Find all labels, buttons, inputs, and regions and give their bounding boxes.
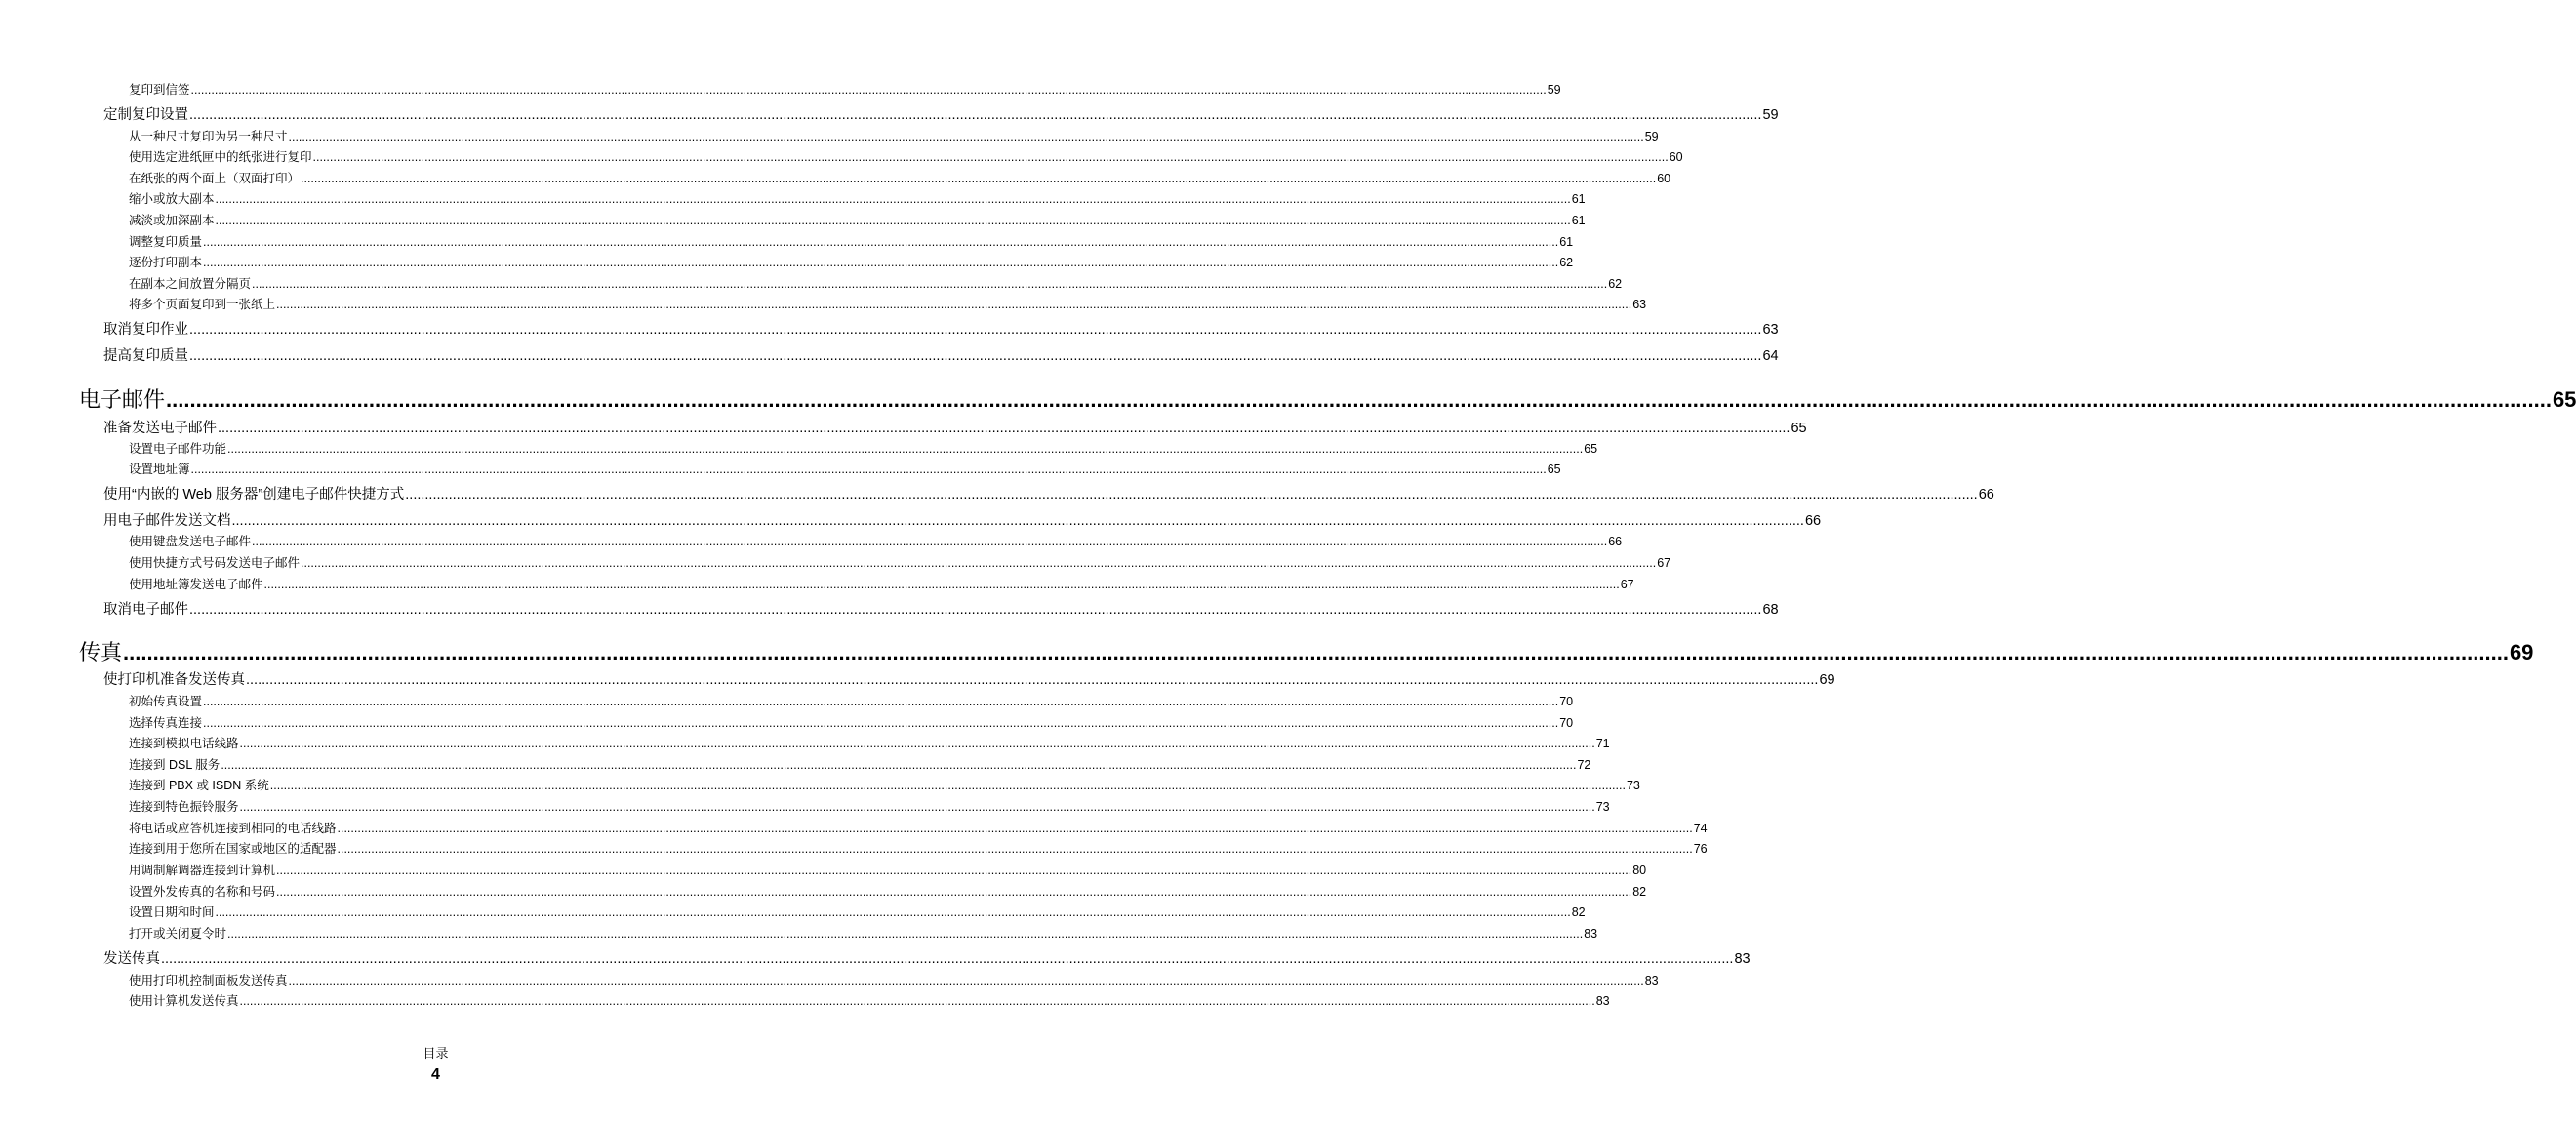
dot-leader: ................................................................................................................................................................................................................................................................................................................................................................................................................ <box>190 463 1547 476</box>
toc-entry[interactable] <box>129 189 1586 207</box>
toc-entry-title: 连接到用于您所在国家或地区的适配器 <box>129 842 337 856</box>
dot-leader: ................................................................................................................................................................................................................................................................................................................................................................................................................ <box>337 822 1693 835</box>
toc-entry[interactable] <box>129 232 1574 250</box>
toc-entry-page: 82 <box>1571 906 1586 919</box>
toc-entry[interactable] <box>129 80 1561 98</box>
toc-entry[interactable] <box>129 127 1659 144</box>
toc-entry-page: 80 <box>1632 864 1647 877</box>
dot-leader: ................................................................................................................................................................................................................................................................................................................................................................................................................ <box>215 214 1571 227</box>
dot-leader: ................................................................................................................................................................................................................................................................................................................................................................................................................ <box>405 487 1978 503</box>
dot-leader: ................................................................................................................................................................................................................................................................................................................................................................................................................ <box>337 842 1693 856</box>
dot-leader: ................................................................................................................................................................................................................................................................................................................................................................................................................ <box>239 994 1595 1008</box>
dot-leader: ................................................................................................................................................................................................................................................................................................................................................................................................................ <box>189 107 1762 123</box>
toc-entry[interactable] <box>103 509 1822 530</box>
toc-entry-title: 减淡或加深副本 <box>129 214 215 227</box>
toc-entry-page: 83 <box>1644 974 1659 987</box>
dot-leader: ................................................................................................................................................................................................................................................................................................................................................................................................................ <box>203 716 1559 730</box>
toc-entry-page: 73 <box>1595 800 1610 814</box>
toc-entry-page: 61 <box>1571 192 1586 206</box>
toc-entry-title: 使用键盘发送电子邮件 <box>129 535 252 548</box>
toc-entry-page: 61 <box>1559 235 1574 249</box>
toc-entry-title: 复印到信签 <box>129 83 190 97</box>
toc-entry-title: 连接到模拟电话线路 <box>129 737 239 750</box>
toc-entry-page: 60 <box>1669 150 1683 164</box>
toc-entry[interactable] <box>129 797 1610 815</box>
toc-entry-title: 将多个页面复印到一张纸上 <box>129 298 276 311</box>
toc-entry-title: 连接到 DSL 服务 <box>129 758 221 772</box>
toc-entry-page: 59 <box>1644 130 1659 143</box>
dot-leader: ................................................................................................................................................................................................................................................................................................................................................................................................................ <box>239 800 1595 814</box>
dot-leader: ................................................................................................................................................................................................................................................................................................................................................................................................................ <box>203 256 1559 269</box>
toc-entry[interactable] <box>129 839 1708 857</box>
toc-entry-title: 初始传真设置 <box>129 695 203 708</box>
dot-leader: ................................................................................................................................................................................................................................................................................................................................................................................................................ <box>239 737 1595 750</box>
toc-entry[interactable] <box>129 439 1598 457</box>
toc-entry-title: 打开或关闭夏令时 <box>129 927 227 941</box>
toc-entry[interactable] <box>129 692 1574 709</box>
toc-entry[interactable] <box>129 575 1634 592</box>
toc-entry[interactable] <box>129 819 1708 836</box>
toc-chapter[interactable] <box>79 636 2534 666</box>
toc-entry-page: 63 <box>1632 298 1647 311</box>
toc-entry-title: 使用地址簿发送电子邮件 <box>129 578 263 591</box>
toc-entry-page: 74 <box>1693 822 1708 835</box>
toc-entry[interactable] <box>103 598 1779 619</box>
toc-entry-page: 65 <box>1584 442 1598 456</box>
toc-entry-title: 从一种尺寸复印为另一种尺寸 <box>129 130 288 143</box>
toc-entry-page: 83 <box>1734 951 1751 967</box>
dot-leader: ................................................................................................................................................................................................................................................................................................................................................................................................................ <box>221 758 1577 772</box>
toc-entry-page: 59 <box>1547 83 1561 97</box>
dot-leader: ................................................................................................................................................................................................................................................................................................................................................................................................................ <box>190 83 1547 97</box>
toc-entry-page: 69 <box>1819 672 1835 688</box>
toc-entry[interactable] <box>129 713 1574 731</box>
toc-chapter-page: 69 <box>2509 640 2534 664</box>
toc-entry[interactable] <box>129 553 1671 571</box>
dot-leader: ................................................................................................................................................................................................................................................................................................................................................................................................................ <box>231 513 1804 529</box>
toc-entry[interactable] <box>103 483 1994 503</box>
toc-entry-page: 68 <box>1762 602 1779 618</box>
toc-entry[interactable] <box>103 344 1779 365</box>
toc-entry-page: 73 <box>1626 779 1640 792</box>
toc-entry-title: 设置电子邮件功能 <box>129 442 227 456</box>
dot-leader: ................................................................................................................................................................................................................................................................................................................................................................................................................ <box>189 322 1762 338</box>
toc-entry-title: 使打印机准备发送传真 <box>103 672 245 688</box>
toc-chapter-title: 传真 <box>79 640 123 664</box>
toc-entry[interactable] <box>103 103 1779 124</box>
toc-entry-title: 设置外发传真的名称和号码 <box>129 885 276 899</box>
toc-entry-title: 设置日期和时间 <box>129 906 215 919</box>
toc-entry-title: 使用选定进纸匣中的纸张进行复印 <box>129 150 312 164</box>
toc-entry-title: 将电话或应答机连接到相同的电话线路 <box>129 822 337 835</box>
dot-leader: ................................................................................................................................................................................................................................................................................................................................................................................................................ <box>312 150 1669 164</box>
toc-entry-title: 定制复印设置 <box>103 107 188 123</box>
toc-entry[interactable] <box>129 734 1610 751</box>
toc-entry-title: 连接到 PBX 或 ISDN 系统 <box>129 779 269 792</box>
toc-entry-title: 逐份打印副本 <box>129 256 203 269</box>
dot-leader: ................................................................................................................................................................................................................................................................................................................................................................................................................ <box>203 695 1559 708</box>
dot-leader: ................................................................................................................................................................................................................................................................................................................................................................................................................ <box>276 885 1632 899</box>
dot-leader: ................................................................................................................................................................................................................................................................................................................................................................................................................ <box>166 387 2552 412</box>
toc-entry-page: 65 <box>1791 421 1807 436</box>
toc-entry[interactable] <box>103 668 1835 689</box>
toc-entry-title: 选择传真连接 <box>129 716 203 730</box>
toc-entry-title: 使用计算机发送传真 <box>129 994 239 1008</box>
toc-entry-page: 62 <box>1559 256 1574 269</box>
dot-leader: ................................................................................................................................................................................................................................................................................................................................................................................................................ <box>288 974 1644 987</box>
dot-leader: ................................................................................................................................................................................................................................................................................................................................................................................................................ <box>218 421 1791 436</box>
footer-section-label: 目录 <box>423 1046 449 1061</box>
toc-entry-title: 发送传真 <box>103 951 160 967</box>
toc-entry-page: 83 <box>1584 927 1598 941</box>
dot-leader: ................................................................................................................................................................................................................................................................................................................................................................................................................ <box>246 672 1819 688</box>
toc-entry[interactable] <box>129 971 1659 988</box>
toc-entry[interactable] <box>129 924 1598 942</box>
toc-entry[interactable] <box>129 274 1623 292</box>
dot-leader: ................................................................................................................................................................................................................................................................................................................................................................................................................ <box>227 442 1584 456</box>
toc-chapter-title: 电子邮件 <box>79 387 166 412</box>
toc-entry-page: 82 <box>1632 885 1647 899</box>
toc-entry-title: 准备发送电子邮件 <box>103 421 217 436</box>
dot-leader: ................................................................................................................................................................................................................................................................................................................................................................................................................ <box>276 864 1632 877</box>
toc-entry-title: 在纸张的两个面上（双面打印） <box>129 172 301 185</box>
toc-entry[interactable] <box>129 776 1640 793</box>
toc-entry-title: 设置地址簿 <box>129 463 190 476</box>
dot-leader: ................................................................................................................................................................................................................................................................................................................................................................................................................ <box>263 578 1620 591</box>
toc-entry[interactable] <box>129 882 1647 900</box>
dot-leader: ................................................................................................................................................................................................................................................................................................................................................................................................................ <box>301 556 1657 570</box>
toc-entry-title: 缩小或放大副本 <box>129 192 215 206</box>
toc-entry-page: 62 <box>1608 277 1623 291</box>
toc-entry[interactable] <box>103 318 1779 339</box>
toc-entry[interactable] <box>129 460 1561 477</box>
toc-entry[interactable] <box>129 295 1647 312</box>
toc-entry-page: 64 <box>1762 348 1779 364</box>
dot-leader: ................................................................................................................................................................................................................................................................................................................................................................................................................ <box>189 602 1762 618</box>
toc-entry-title: 提高复印质量 <box>103 348 188 364</box>
toc-entry-title: 在副本之间放置分隔页 <box>129 277 252 291</box>
toc-entry-page: 59 <box>1762 107 1779 123</box>
toc-entry[interactable] <box>129 991 1610 1009</box>
toc-entry-page: 61 <box>1571 214 1586 227</box>
toc-entry-page: 60 <box>1657 172 1671 185</box>
toc-chapter[interactable] <box>79 383 2576 414</box>
toc-entry-title: 取消复印作业 <box>103 322 188 338</box>
toc-entry[interactable] <box>129 861 1647 878</box>
toc-entry-page: 83 <box>1595 994 1610 1008</box>
toc-entry[interactable] <box>129 755 1591 773</box>
dot-leader: ................................................................................................................................................................................................................................................................................................................................................................................................................ <box>252 535 1608 548</box>
toc-entry-page: 67 <box>1657 556 1671 570</box>
toc-entry-title: 连接到特色振铃服务 <box>129 800 239 814</box>
dot-leader: ................................................................................................................................................................................................................................................................................................................................................................................................................ <box>252 277 1608 291</box>
footer-page-number: 4 <box>431 1067 440 1083</box>
toc-entry-page: 71 <box>1595 737 1610 750</box>
toc-entry[interactable] <box>129 147 1683 165</box>
dot-leader: ................................................................................................................................................................................................................................................................................................................................................................................................................ <box>215 906 1571 919</box>
toc-chapter-page: 65 <box>2552 387 2576 412</box>
toc-entry-page: 70 <box>1559 716 1574 730</box>
toc-entry-title: 用电子邮件发送文档 <box>103 513 231 529</box>
dot-leader: ................................................................................................................................................................................................................................................................................................................................................................................................................ <box>269 779 1626 792</box>
toc-entry-title: 取消电子邮件 <box>103 602 188 618</box>
toc-entry-title: 使用打印机控制面板发送传真 <box>129 974 288 987</box>
toc-entry[interactable] <box>129 169 1671 186</box>
toc-entry[interactable] <box>103 417 1807 437</box>
dot-leader: ................................................................................................................................................................................................................................................................................................................................................................................................................ <box>189 348 1762 364</box>
dot-leader: ................................................................................................................................................................................................................................................................................................................................................................................................................ <box>301 172 1657 185</box>
toc-entry-page: 66 <box>1804 513 1822 529</box>
dot-leader: ................................................................................................................................................................................................................................................................................................................................................................................................................ <box>288 130 1644 143</box>
toc-entry-title: 使用快捷方式号码发送电子邮件 <box>129 556 301 570</box>
dot-leader: ................................................................................................................................................................................................................................................................................................................................................................................................................ <box>203 235 1559 249</box>
dot-leader: ................................................................................................................................................................................................................................................................................................................................................................................................................ <box>215 192 1571 206</box>
toc-entry-title: 使用“内嵌的 Web 服务器”创建电子邮件快捷方式 <box>103 487 405 503</box>
toc-entry[interactable] <box>129 532 1623 549</box>
toc-entry-title: 用调制解调器连接到计算机 <box>129 864 276 877</box>
toc-entry-page: 70 <box>1559 695 1574 708</box>
toc-entry-title: 调整复印质量 <box>129 235 203 249</box>
toc-entry-page: 67 <box>1620 578 1634 591</box>
toc-entry[interactable] <box>129 903 1586 920</box>
toc-entry-page: 63 <box>1762 322 1779 338</box>
dot-leader: ................................................................................................................................................................................................................................................................................................................................................................................................................ <box>276 298 1632 311</box>
toc-entry-page: 66 <box>1978 487 1994 503</box>
dot-leader: ................................................................................................................................................................................................................................................................................................................................................................................................................ <box>123 640 2509 664</box>
toc-entry-page: 65 <box>1547 463 1561 476</box>
dot-leader: ................................................................................................................................................................................................................................................................................................................................................................................................................ <box>227 927 1584 941</box>
toc-entry[interactable] <box>103 947 1751 968</box>
toc-entry[interactable] <box>129 211 1586 228</box>
toc-entry-page: 66 <box>1608 535 1623 548</box>
toc-entry[interactable] <box>129 253 1574 270</box>
dot-leader: ................................................................................................................................................................................................................................................................................................................................................................................................................ <box>161 951 1734 967</box>
toc-entry-page: 76 <box>1693 842 1708 856</box>
toc-entry-page: 72 <box>1577 758 1591 772</box>
